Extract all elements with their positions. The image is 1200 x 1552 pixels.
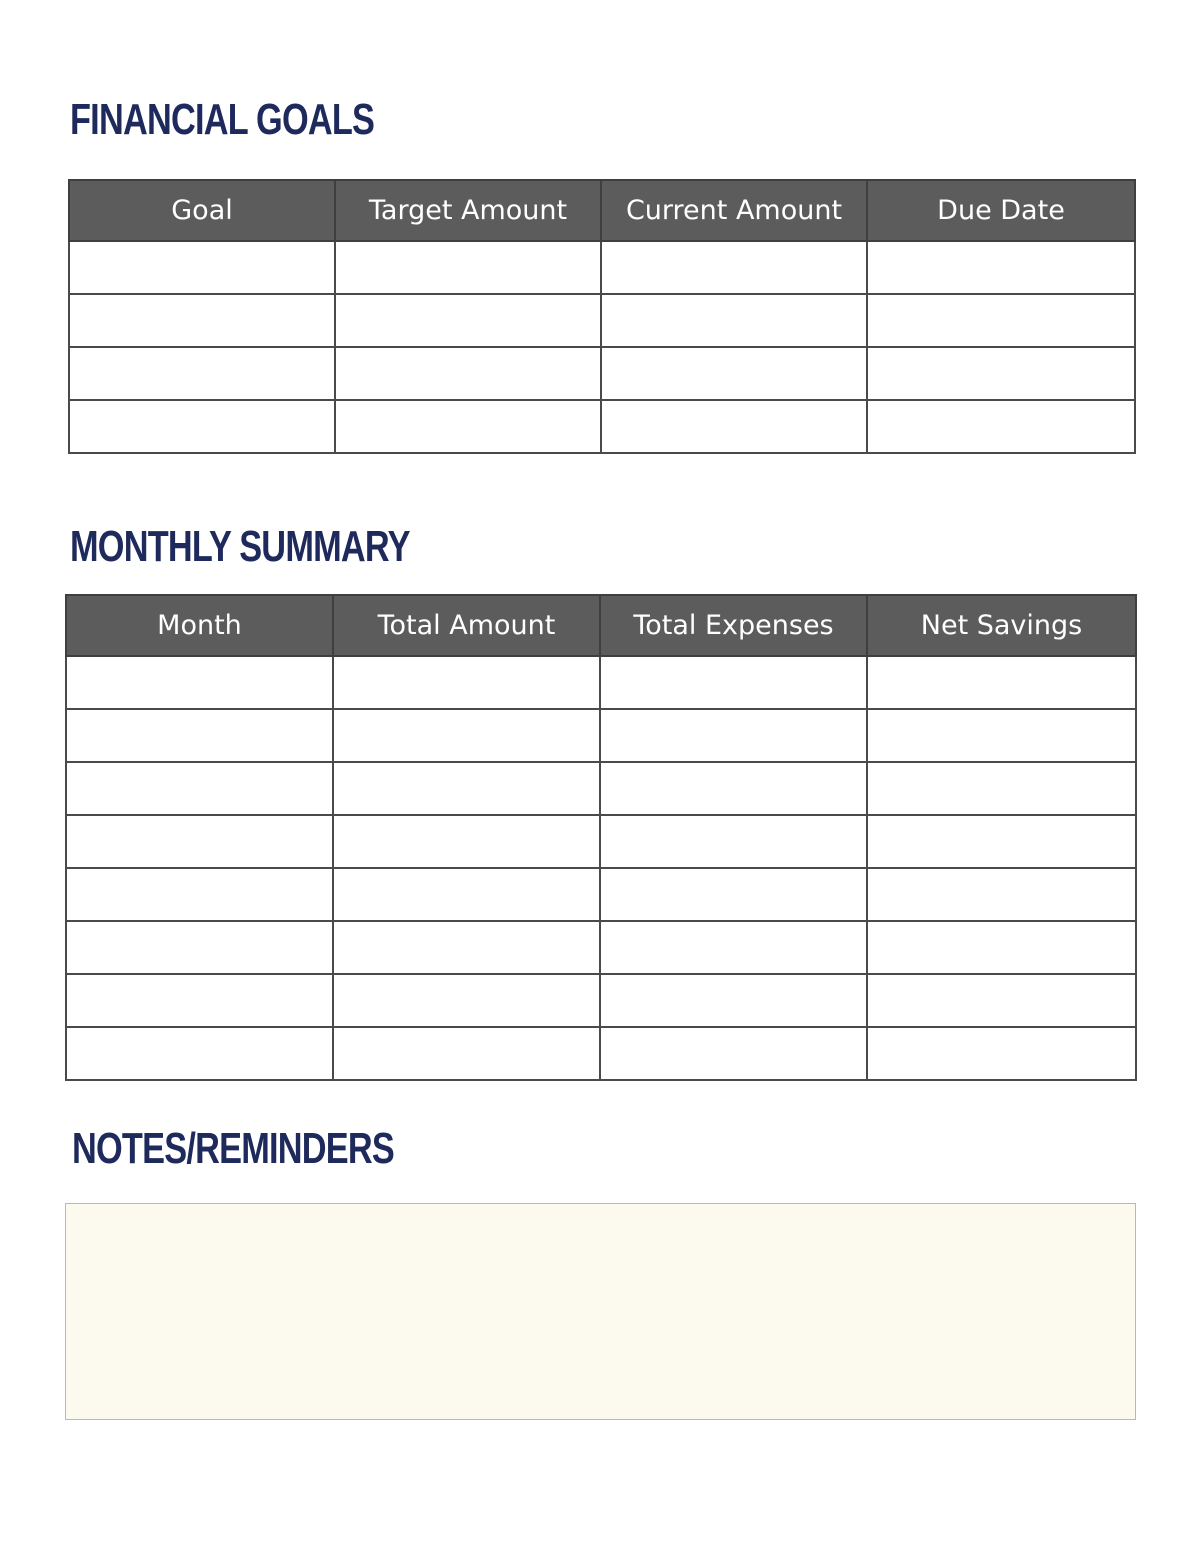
table-row <box>66 762 1136 815</box>
column-header-total-amount: Total Amount <box>333 595 600 656</box>
table-cell[interactable] <box>335 294 601 347</box>
table-row <box>66 974 1136 1027</box>
table-row <box>66 921 1136 974</box>
table-cell[interactable] <box>600 974 867 1027</box>
table-cell[interactable] <box>600 815 867 868</box>
table-row <box>66 1027 1136 1080</box>
table-cell[interactable] <box>333 1027 600 1080</box>
table-cell[interactable] <box>335 400 601 453</box>
notes-reminders-title: NOTES/REMINDERS <box>72 1124 395 1173</box>
table-cell[interactable] <box>600 656 867 709</box>
table-cell[interactable] <box>867 656 1136 709</box>
table-cell[interactable] <box>333 921 600 974</box>
table-cell[interactable] <box>600 709 867 762</box>
table-row <box>66 656 1136 709</box>
table-cell[interactable] <box>867 762 1136 815</box>
table-cell[interactable] <box>600 868 867 921</box>
monthly-summary-body <box>66 656 1136 1080</box>
table-cell[interactable] <box>601 400 867 453</box>
table-cell[interactable] <box>867 709 1136 762</box>
column-header-goal: Goal <box>69 180 335 241</box>
table-cell[interactable] <box>335 241 601 294</box>
table-cell[interactable] <box>600 762 867 815</box>
table-cell[interactable] <box>69 400 335 453</box>
table-cell[interactable] <box>867 815 1136 868</box>
table-cell[interactable] <box>333 815 600 868</box>
table-cell[interactable] <box>333 656 600 709</box>
column-header-total-expenses: Total Expenses <box>600 595 867 656</box>
table-cell[interactable] <box>66 709 333 762</box>
table-cell[interactable] <box>601 294 867 347</box>
table-cell[interactable] <box>601 241 867 294</box>
table-cell[interactable] <box>66 815 333 868</box>
table-cell[interactable] <box>69 241 335 294</box>
table-row <box>69 347 1135 400</box>
table-cell[interactable] <box>600 921 867 974</box>
table-row <box>66 709 1136 762</box>
table-row <box>69 400 1135 453</box>
table-header-row <box>69 180 1135 241</box>
table-row <box>69 294 1135 347</box>
notes-reminders-area[interactable] <box>65 1203 1136 1420</box>
table-cell[interactable] <box>867 347 1135 400</box>
table-cell[interactable] <box>333 709 600 762</box>
table-cell[interactable] <box>66 656 333 709</box>
table-cell[interactable] <box>333 762 600 815</box>
table-cell[interactable] <box>867 921 1136 974</box>
table-row <box>69 241 1135 294</box>
table-cell[interactable] <box>333 868 600 921</box>
table-cell[interactable] <box>333 974 600 1027</box>
table-cell[interactable] <box>867 1027 1136 1080</box>
table-cell[interactable] <box>66 762 333 815</box>
table-cell[interactable] <box>867 868 1136 921</box>
table-row <box>66 815 1136 868</box>
table-row <box>66 868 1136 921</box>
table-cell[interactable] <box>867 241 1135 294</box>
table-cell[interactable] <box>867 400 1135 453</box>
table-cell[interactable] <box>69 294 335 347</box>
column-header-current-amount: Current Amount <box>601 180 867 241</box>
table-cell[interactable] <box>66 974 333 1027</box>
column-header-month: Month <box>66 595 333 656</box>
column-header-due-date: Due Date <box>867 180 1135 241</box>
table-cell[interactable] <box>601 347 867 400</box>
financial-goals-title: FINANCIAL GOALS <box>70 95 375 144</box>
table-cell[interactable] <box>66 1027 333 1080</box>
table-cell[interactable] <box>335 347 601 400</box>
monthly-summary-title: MONTHLY SUMMARY <box>70 522 410 571</box>
table-cell[interactable] <box>867 294 1135 347</box>
table-cell[interactable] <box>66 921 333 974</box>
monthly-summary-table <box>65 594 1137 1081</box>
financial-goals-table <box>68 179 1136 454</box>
column-header-target-amount: Target Amount <box>335 180 601 241</box>
table-cell[interactable] <box>867 974 1136 1027</box>
financial-goals-body <box>69 241 1135 453</box>
table-cell[interactable] <box>66 868 333 921</box>
column-header-net-savings: Net Savings <box>867 595 1136 656</box>
table-cell[interactable] <box>69 347 335 400</box>
table-cell[interactable] <box>600 1027 867 1080</box>
table-header-row <box>66 595 1136 656</box>
